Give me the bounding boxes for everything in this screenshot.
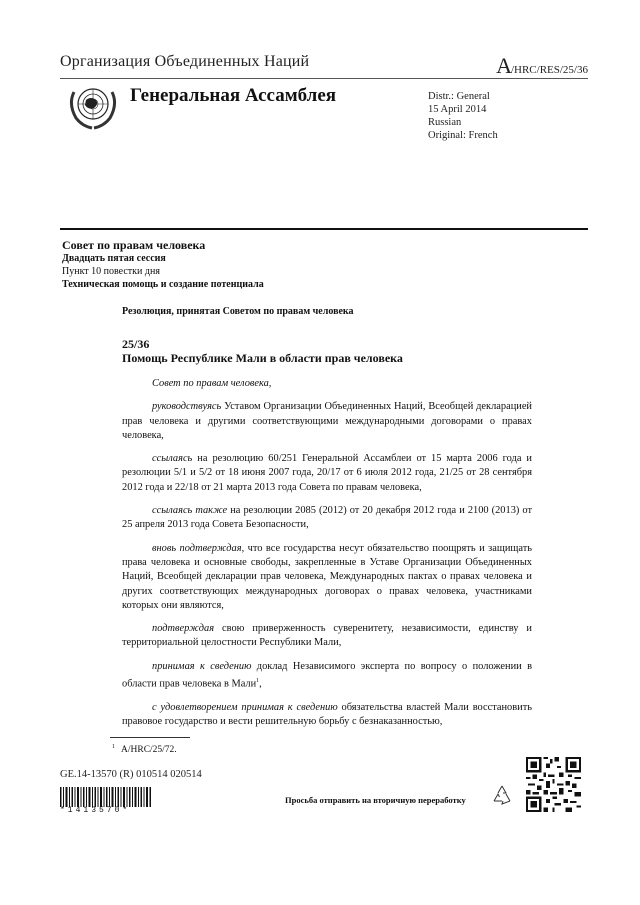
council-name: Совет по правам человека: [62, 238, 206, 252]
resolution-body: [122, 377, 532, 729]
resolution-title: Помощь Республике Мали в области прав человека: [122, 351, 403, 365]
paragraph-tail: ,: [259, 678, 262, 690]
footnote-number: 1: [112, 744, 115, 750]
section-rule: [60, 228, 588, 230]
un-emblem-icon: [64, 82, 122, 130]
distribution-line: Distr.: General: [428, 91, 490, 102]
barcode-number: *1413570*: [60, 806, 131, 815]
footnote: [112, 744, 177, 755]
paragraph-lead: ссылаясь: [152, 453, 193, 465]
symbol-prefix: A: [496, 53, 511, 78]
barcode-icon: [60, 787, 152, 807]
paragraph-lead: руководствуясь: [152, 401, 222, 413]
paragraph: [122, 400, 532, 443]
paragraph-text: на резолюцию 60/251 Генеральной Ассамблеи от 15 марта 2006 года и резолюции 5/1 и 5/2 от 18 июня 2007 года, 20/17 от 6 июля 2012 года, 21/25 от 28 сентября 2012 года и 22/18 от 21 марта 2013 года Совета по правам человека,: [122, 453, 532, 493]
paragraph-text: доклад Независимого эксперта по вопросу о положении в области прав человека в Мали: [122, 660, 532, 690]
resolution-number: 25/36: [122, 337, 150, 351]
job-number: GE.14-13570 (R) 010514 020514: [60, 769, 202, 780]
recycle-icon: [491, 784, 513, 806]
agenda-item: Пункт 10 повестки дня: [62, 266, 160, 277]
paragraph-lead: подтверждая: [152, 623, 215, 635]
recycle-notice: Просьба отправить на вторичную переработку: [285, 795, 466, 805]
paragraph: [122, 701, 532, 730]
distribution-original: Original: French: [428, 130, 498, 141]
symbol-rest: /HRC/RES/25/36: [510, 64, 588, 76]
paragraph-text: на резолюции 2085 (2012) от 20 декабря 2012 года и 2100 (2013) от 25 апреля 2013 года Совета Безопасности,: [122, 505, 532, 531]
footnote-ref[interactable]: 1: [256, 678, 260, 685]
body-title: Генеральная Ассамблея: [130, 85, 337, 106]
paragraph-text: Уставом Организации Объединенных Наций, Всеобщей декларацией прав человека и другими соответствующими международными договорами о правах человека,: [122, 401, 532, 441]
session: Двадцать пятая сессия: [62, 253, 166, 264]
organization-name: Организация Объединенных Наций: [60, 53, 310, 70]
paragraph: [122, 660, 532, 692]
paragraph-lead: Совет по правам человека,: [152, 378, 272, 389]
adopted-by: Резолюция, принятая Советом по правам человека: [122, 306, 354, 317]
paragraph: [122, 622, 532, 651]
paragraph-lead: ссылаясь также: [152, 505, 228, 517]
distribution-date: 15 April 2014: [428, 104, 487, 115]
qr-code-icon: [526, 757, 581, 812]
agenda-title: Техническая помощь и создание потенциала: [62, 279, 264, 290]
distribution-language: Russian: [428, 117, 462, 128]
paragraph-text: свою приверженность суверенитету, независимости, единству и территориальной целостности Республики Мали,: [122, 623, 532, 649]
footnote-text: A/HRC/25/72.: [121, 745, 177, 756]
footnote-rule: [110, 737, 190, 738]
paragraph-lead: с удовлетворением принимая к сведению: [152, 701, 338, 713]
paragraph-text: что все государства несут обязательство поощрять и защищать права человека и основные свободы, закрепленные в Уставе Организации Объединенных Наций, Всеобщей декларации прав человека, Международных пактах о правах человека и других соответствующих международных договорах о правах человека, участниками которых они являются,: [122, 542, 532, 611]
paragraph-lead: принимая к сведению: [152, 660, 252, 672]
paragraph: [122, 504, 532, 533]
document-symbol: [496, 53, 588, 79]
paragraph: [122, 452, 532, 495]
paragraph: [122, 377, 532, 391]
paragraph-text: обязательства властей Мали восстановить правовое государство и вести решительную борьбу с безнаказанностью,: [122, 701, 533, 728]
paragraph: [122, 542, 532, 613]
paragraph-lead: вновь подтверждая,: [152, 542, 245, 554]
header-rule: [60, 78, 588, 79]
distribution-block: [428, 90, 498, 142]
